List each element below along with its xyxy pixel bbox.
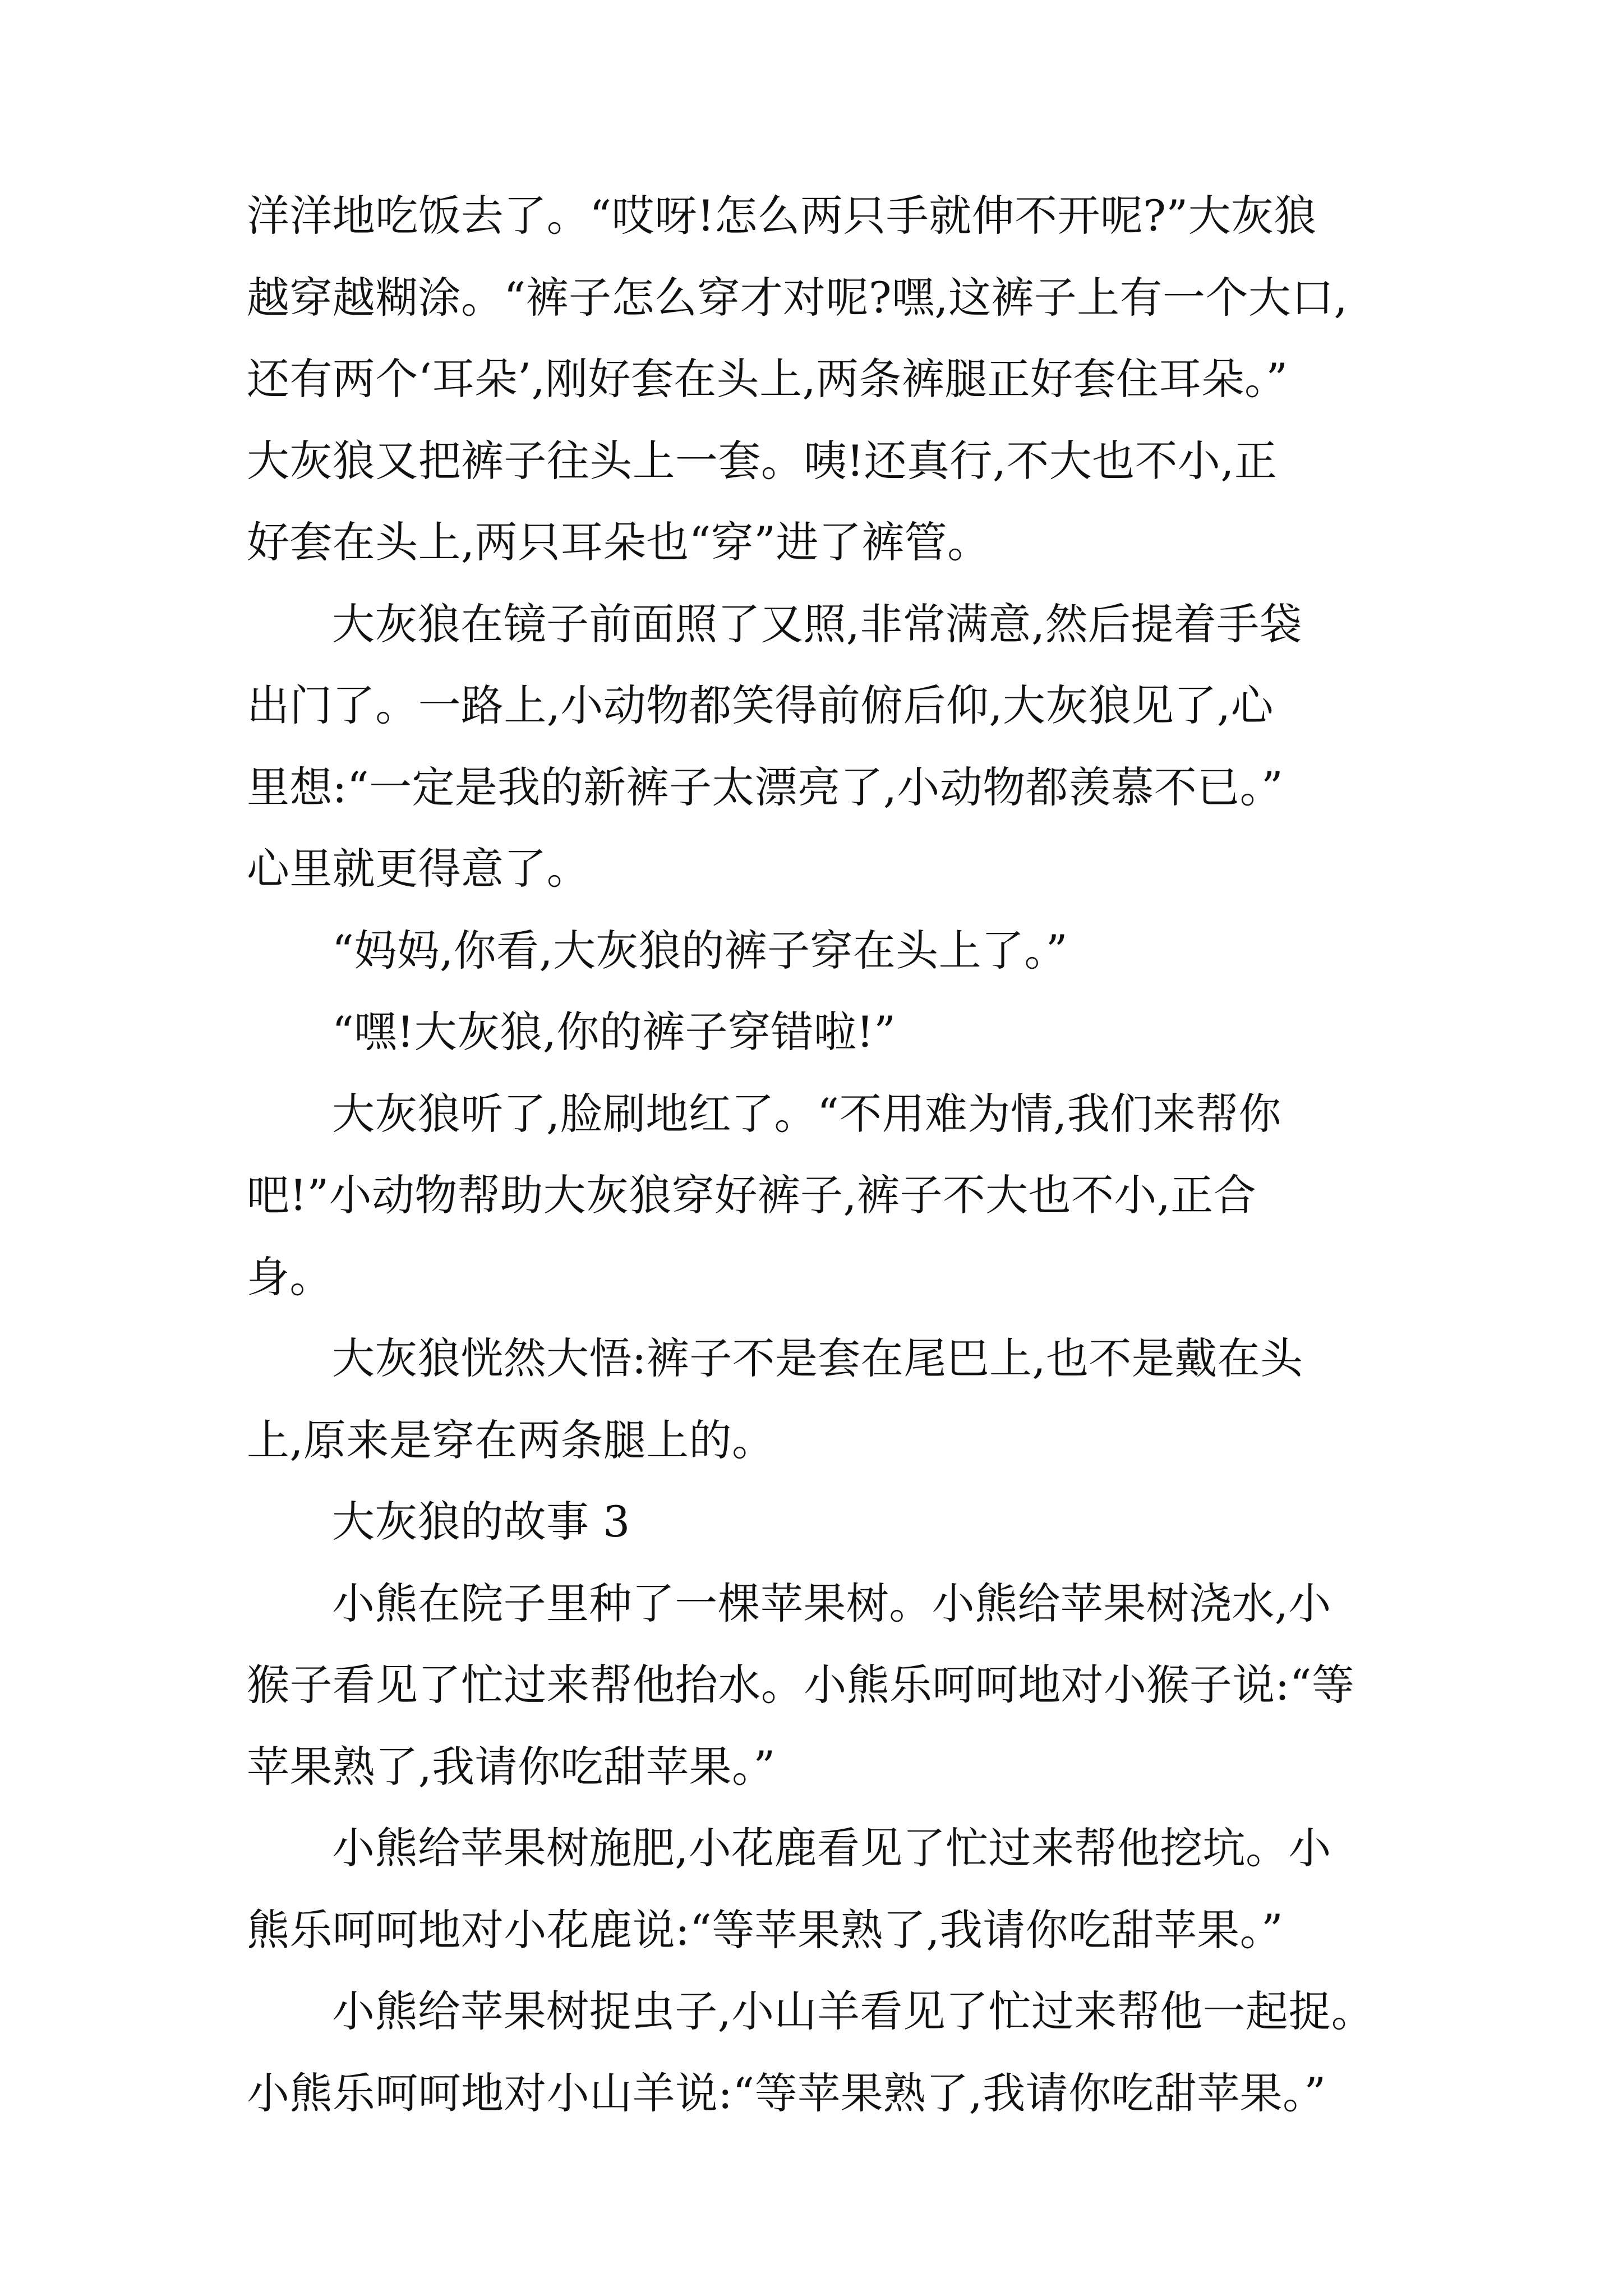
text-line: 大灰狼又把裤子往头上一套。咦!还真行,不大也不小,正 [247, 435, 1278, 486]
paragraph-first-line: 小熊给苹果树施肥,小花鹿看见了忙过来帮他挖坑。小 [332, 1823, 1331, 1873]
section-heading: 大灰狼的故事 3 [332, 1497, 630, 1547]
text-line: 苹果熟了,我请你吃甜苹果。” [247, 1741, 776, 1792]
text-line: 出门了。一路上,小动物都笑得前俯后仰,大灰狼见了,心 [247, 680, 1274, 730]
text-line: 心里就更得意了。 [247, 844, 590, 894]
text-line: 小熊乐呵呵地对小山羊说:“等苹果熟了,我请你吃甜苹果。” [247, 2068, 1326, 2118]
text-line: 洋洋地吃饭去了。“哎呀!怎么两只手就伸不开呢?”大灰狼 [247, 191, 1317, 241]
text-line: 好套在头上,两只耳朵也“穿”进了裤管。 [247, 517, 990, 567]
text-line: 吧!”小动物帮助大灰狼穿好裤子,裤子不大也不小,正合 [247, 1170, 1257, 1220]
text-line: 里想:“一定是我的新裤子太漂亮了,小动物都羡慕不已。” [247, 762, 1284, 812]
text-line: 还有两个‘耳朵’,刚好套在头上,两条裤腿正好套住耳朵。” [247, 354, 1288, 404]
paragraph-first-line: “嘿!大灰狼,你的裤子穿错啦!” [332, 1007, 896, 1057]
paragraph-first-line: 大灰狼听了,脸刷地红了。“不用难为情,我们来帮你 [332, 1088, 1281, 1139]
text-line: 熊乐呵呵地对小花鹿说:“等苹果熟了,我请你吃甜苹果。” [247, 1904, 1284, 1955]
text-line: 越穿越糊涂。“裤子怎么穿才对呢?嘿,这裤子上有一个大口, [247, 272, 1348, 323]
text-line: 猴子看见了忙过来帮他抬水。小熊乐呵呵地对小猴子说:“等 [247, 1660, 1355, 1710]
story-text [247, 175, 1385, 2134]
text-line: 身。 [247, 1251, 333, 1302]
paragraph-first-line: 小熊在院子里种了一棵苹果树。小熊给苹果树浇水,小 [332, 1578, 1331, 1628]
text-line: 上,原来是穿在两条腿上的。 [247, 1415, 775, 1465]
paragraph-first-line: 小熊给苹果树捉虫子,小山羊看见了忙过来帮他一起捉。 [332, 1986, 1375, 2036]
paragraph-first-line: 大灰狼在镜子前面照了又照,非常满意,然后提着手袋 [332, 599, 1302, 649]
paragraph-first-line: 大灰狼恍然大悟:裤子不是套在尾巴上,也不是戴在头 [332, 1333, 1303, 1383]
paragraph-first-line: “妈妈,你看,大灰狼的裤子穿在头上了。” [332, 925, 1068, 976]
